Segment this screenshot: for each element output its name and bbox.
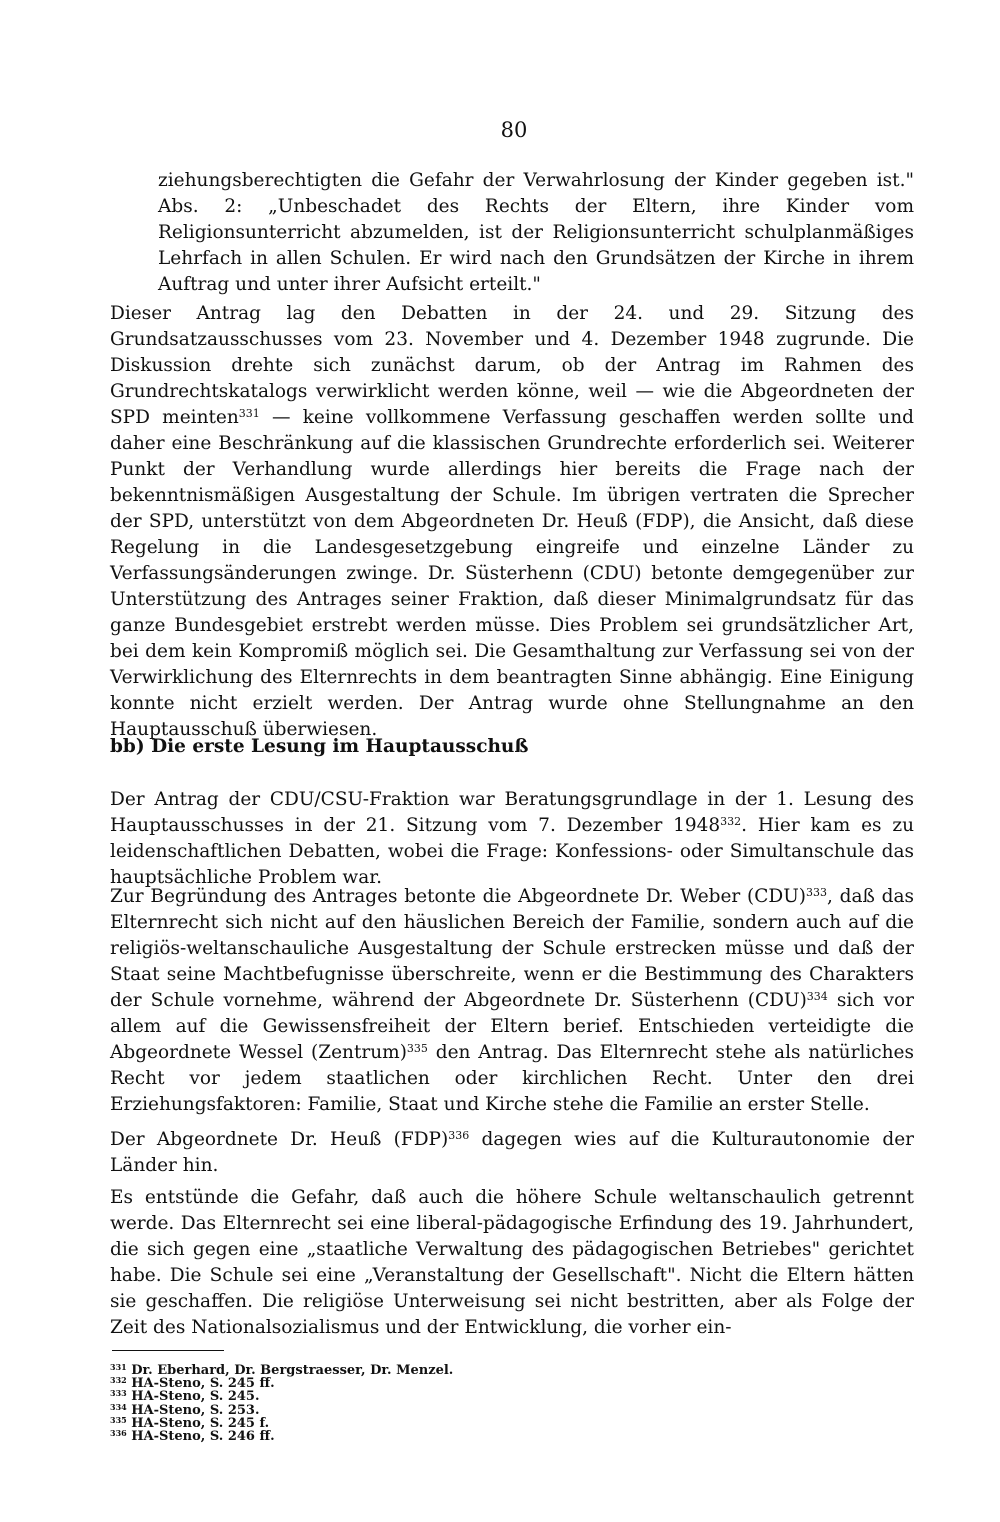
paragraph-text: , daß das Elternrecht sich nicht auf den häuslichen Bereich der Familie, sondern auch auf die religiös-weltanschauliche Ausgestaltung der Schule erstrecken müsse und daß der Staat seine Machtbefugnisse überschreite, wenn er die Bestimmung des Charakters der Schule vornehme, während der Abgeordnete Dr. Süsterhenn (CDU) xyxy=(110,886,914,1011)
footnote-ref: 331 xyxy=(238,407,260,420)
page-number: 80 xyxy=(500,118,528,142)
paragraph-text: Der Antrag der CDU/CSU-Fraktion war Beratungsgrundlage in der 1. Lesung des Hauptausschusses in der 21. Sitzung vom 7. Dezember 1948 xyxy=(110,789,914,836)
footnote-divider xyxy=(112,1350,224,1351)
paragraph-grundsatzausschuss xyxy=(110,301,914,743)
quote-paragraph: ziehungsberechtigten die Gefahr der Verwahrlosung der Kinder gegeben ist." Abs. 2: „Unbeschadet des Rechts der Eltern, ihre Kinder vom Religionsunterricht abzumelden, ist der Religionsunterricht schulplanmäßiges Lehrfach in allen Schulen. Er wird nach den Grundsätzen der Kirche in ihrem Auftrag und unter ihrer Aufsicht erteilt." xyxy=(158,170,914,295)
paragraph-antrag xyxy=(110,787,914,891)
footnote-number: 332 xyxy=(110,1375,127,1386)
footnote-ref: 335 xyxy=(406,1042,428,1055)
footnote-number: 335 xyxy=(110,1414,127,1425)
footnote-number: 336 xyxy=(110,1428,127,1439)
footnote-ref: 332 xyxy=(720,815,742,828)
footnote-text: Dr. Eberhard, Dr. Bergstraesser, Dr. Menzel. xyxy=(131,1363,454,1378)
paragraph-begruendung xyxy=(110,884,914,1118)
paragraph-text: sich vor allem auf die Gewissensfreiheit der Eltern berief. Entschieden verteidigte die Abgeordnete Wessel (Zentrum) xyxy=(110,990,914,1063)
footnote-ref: 334 xyxy=(806,990,828,1003)
footnote-number: 334 xyxy=(110,1401,127,1412)
section-heading: bb) Die erste Lesung im Hauptausschuß xyxy=(110,736,529,757)
footnote-number: 333 xyxy=(110,1388,127,1399)
paragraph-text: Dieser Antrag lag den Debatten in der 24. und 29. Sitzung des Grundsatzausschusses vom 23. November und 4. Dezember 1948 zugrunde. Die Diskussion drehte sich zunächst darum, ob der Antrag im Rahmen des Grundrechtskatalogs verwirklicht werden könne, weil — wie die Abgeordneten der SPD meinten xyxy=(110,303,914,428)
footnotes xyxy=(110,1364,453,1443)
footnote-text: HA-Steno, S. 246 ff. xyxy=(131,1429,275,1445)
footnote-ref: 336 xyxy=(448,1129,470,1142)
footnote-text: HA-Steno, S. 245 ff. xyxy=(131,1376,275,1392)
paragraph-text: dagegen wies auf die Kulturautonomie der Länder hin. xyxy=(110,1129,915,1176)
paragraph-text: Der Abgeordnete Dr. Heuß (FDP) xyxy=(110,1129,449,1150)
paragraph-text: — keine vollkommene Verfassung geschaffen werden sollte und daher eine Beschränkung auf die klassischen Grundrechte erforderlich sei. Weiterer Punkt der Verhandlung wurde allerdings hier bereits die Frage nach der bekenntnismäßigen Ausgestaltung der Schule. Im übrigen vertraten die Sprecher der SPD, unterstützt von dem Abgeordneten Dr. Heuß (FDP), die Ansicht, daß diese Regelung in die Landesgesetzgebung eingreife und einzelne Länder zu Verfassungsänderungen zwinge. Dr. Süsterhenn (CDU) betonte demgegenüber zur Unterstützung des Antrages seiner Fraktion, daß dieser Minimalgrundsatz für das ganze Bundesgebiet erstrebt werden müsse. Dies Problem sei grundsätzlicher Art, bei dem kein Kompromiß möglich sei. Die Gesamthaltung zur Verfassung sei von der Verwirklichung des Elternrechts in dem beantragten Sinne abhängig. Eine Einigung konnte nicht erzielt werden. Der Antrag wurde ohne Stellungnahme an den Hauptausschuß überwiesen. xyxy=(110,407,914,740)
paragraph-gefahr: Es entstünde die Gefahr, daß auch die höhere Schule weltanschaulich getrennt werde. Das Elternrecht sei eine liberal-pädagogische Erfindung des 19. Jahrhundert, die sich gegen eine „staatliche Verwaltung des pädagogischen Betriebes" gerichtet habe. Die Schule sei eine „Veranstaltung der Gesellschaft". Nicht die Eltern hätten sie geschaffen. Die religiöse Unterweisung sei nicht bestritten, aber als Folge der Zeit des Nationalsozialismus und der Entwicklung, die vorher ein- xyxy=(110,1187,914,1338)
footnote-ref: 333 xyxy=(806,886,828,899)
paragraph-text: Zur Begründung des Antrages betonte die Abgeordnete Dr. Weber (CDU) xyxy=(110,886,807,907)
footnote-text: HA-Steno, S. 253. xyxy=(131,1402,260,1418)
footnote-number: 331 xyxy=(110,1362,127,1372)
footnote xyxy=(110,1430,453,1443)
paragraph-heuss xyxy=(110,1127,914,1179)
paragraph-text: den Antrag. Das Elternrecht stehe als natürliches Recht vor jedem staatlichen oder kirchlichen Recht. Unter den drei Erziehungsfaktoren: Familie, Staat und Kirche stehe die Familie an erster Stelle. xyxy=(110,1042,914,1115)
footnote-text: HA-Steno, S. 245. xyxy=(131,1389,260,1405)
paragraph-text: . Hier kam es zu leidenschaftlichen Debatten, wobei die Frage: Konfessions- oder Simultanschule das hauptsächliche Problem war. xyxy=(110,815,914,888)
footnote-text: HA-Steno, S. 245 f. xyxy=(131,1415,270,1431)
